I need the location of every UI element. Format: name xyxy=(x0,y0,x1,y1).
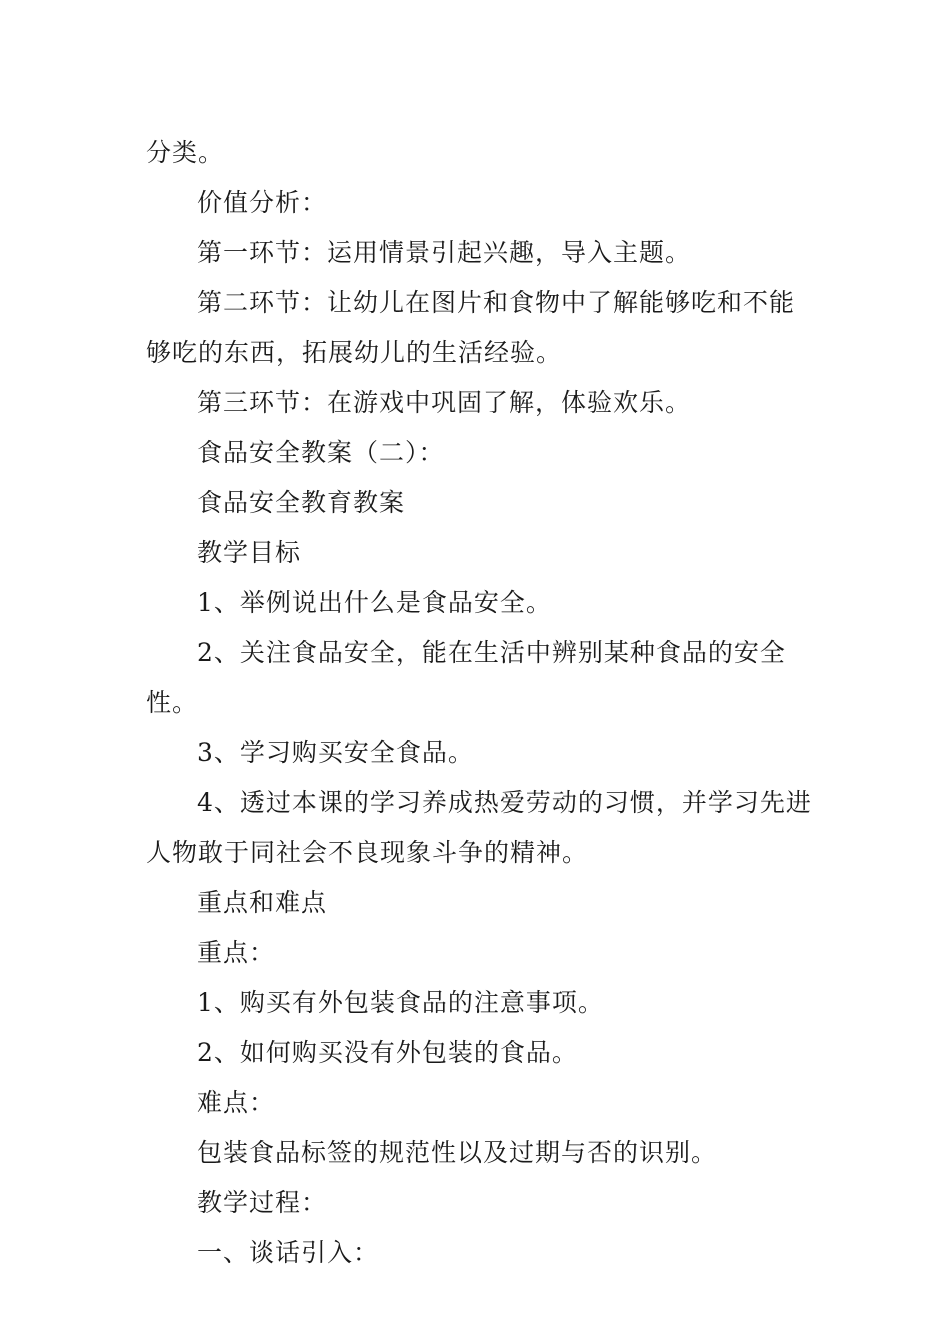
section-heading: 教学过程： xyxy=(197,1188,328,1217)
paragraph: 包装食品标签的规范性以及过期与否的识别。 xyxy=(197,1138,718,1167)
section-heading: 重点和难点 xyxy=(197,888,328,917)
paragraph: 第二环节：让幼儿在图片和食物中了解能够吃和不能够吃的东西，拓展幼儿的生活经验。 xyxy=(146,288,796,367)
section-heading: 重点： xyxy=(197,938,276,967)
list-item: 1、购买有外包装食品的注意事项。 xyxy=(197,988,604,1017)
list-item: 1、举例说出什么是食品安全。 xyxy=(197,588,552,617)
list-item: 4、透过本课的学习养成热爱劳动的习惯，并学习先进人物敢于同社会不良现象斗争的精神。 xyxy=(146,788,812,867)
paragraph: 价值分析： xyxy=(197,188,328,217)
list-item: 2、关注食品安全，能在生活中辨别某种食品的安全性。 xyxy=(146,638,786,717)
paragraph: 第一环节：运用情景引起兴趣，导入主题。 xyxy=(197,238,692,267)
section-heading: 食品安全教案（二）： xyxy=(197,438,445,467)
section-heading: 教学目标 xyxy=(197,538,302,567)
lesson-title: 食品安全教育教案 xyxy=(197,488,406,517)
section-heading: 一、谈话引入： xyxy=(197,1238,380,1267)
list-item: 3、学习购买安全食品。 xyxy=(197,738,474,767)
section-heading: 难点： xyxy=(197,1088,276,1117)
list-item: 2、如何购买没有外包装的食品。 xyxy=(197,1038,578,1067)
paragraph: 分类。 xyxy=(146,138,225,167)
document-body xyxy=(146,128,816,1278)
paragraph: 第三环节：在游戏中巩固了解，体验欢乐。 xyxy=(197,388,692,417)
